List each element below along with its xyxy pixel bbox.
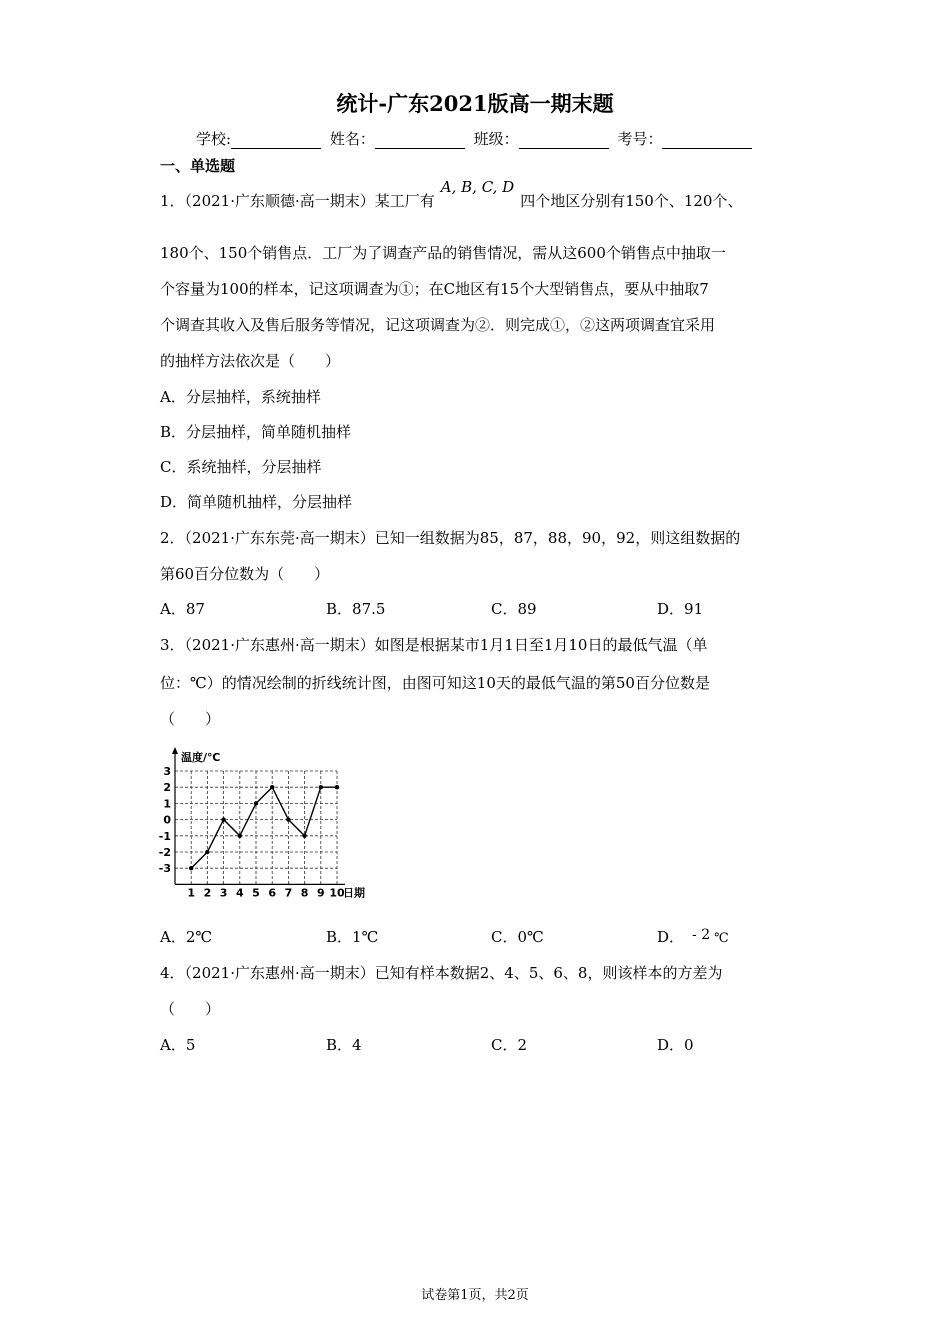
data-point — [254, 801, 258, 805]
x-tick-label: 6 — [268, 886, 277, 900]
class-label: 班级： — [473, 130, 519, 148]
temperature-series-line — [191, 787, 337, 868]
x-tick-label: 8 — [300, 886, 309, 900]
y-axis-arrow — [172, 747, 178, 754]
x-tick-label: 2 — [203, 886, 212, 900]
x-tick-label: 3 — [219, 886, 228, 900]
q1-line5: 的抽样方法依次是（ ） — [160, 352, 341, 370]
q3-option-d-unit: ℃ — [714, 931, 729, 946]
q3-option-c[interactable]: C．0℃ — [491, 928, 544, 946]
y-tick-label: 3 — [163, 765, 171, 778]
data-point — [319, 785, 323, 789]
data-point — [238, 834, 242, 838]
x-tick-label: 9 — [316, 886, 325, 900]
page-footer: 试卷第1页，共2页 — [421, 1288, 529, 1303]
q2-line1: 2．（2021·广东东莞·高一期末）已知一组数据为85，87，88，90，92，则这组数据的 — [160, 529, 741, 547]
q3-option-d-math: - 2 — [692, 927, 711, 943]
data-point — [286, 817, 290, 821]
q4-option-b[interactable]: B．4 — [326, 1036, 362, 1054]
chart-series — [189, 785, 339, 870]
chart-grid — [175, 771, 337, 884]
q3-option-d[interactable]: D． - 2 ℃ — [657, 927, 729, 946]
x-tick-label: 5 — [252, 886, 260, 900]
q4-option-d[interactable]: D．0 — [657, 1036, 694, 1054]
exam-no-field[interactable] — [662, 133, 752, 149]
q3-line3: （ ） — [160, 710, 221, 728]
data-point — [189, 866, 193, 870]
q4-line1: 4．（2021·广东惠州·高一期末）已知有样本数据2、4、5、6、8，则该样本的方差为 — [160, 964, 723, 982]
q3-option-a[interactable]: A．2℃ — [160, 928, 213, 946]
page-title: 统计-广东2021版高一期末题 — [336, 91, 614, 116]
q1-option-c[interactable]: C．系统抽样，分层抽样 — [160, 458, 322, 476]
y-tick-label: 0 — [163, 813, 171, 827]
chart-axes — [172, 747, 345, 884]
temperature-line-chart — [155, 744, 375, 904]
student-info — [196, 128, 756, 149]
x-tick-label: 7 — [284, 886, 293, 900]
q1-line1: 1．（2021·广东顺德·高一期末）某工厂有A, B, C, D四个地区分别有150个、120个、 — [160, 178, 743, 210]
chart-labels — [159, 750, 365, 899]
q1-option-d[interactable]: D．简单随机抽样，分层抽样 — [160, 493, 353, 511]
name-label: 姓名： — [329, 130, 375, 148]
x-tick-label: 4 — [235, 886, 244, 900]
x-tick-label: 10 — [329, 886, 345, 900]
q1-line4: 个调查其收入及售后服务等情况，记这项调查为②．则完成①，②这两项调查宜采用 — [160, 316, 716, 334]
y-tick-label: -3 — [158, 862, 171, 876]
school-field[interactable] — [231, 133, 321, 149]
q1-line2: 180个、150个销售点．工厂为了调查产品的销售情况，需从这600个销售点中抽取一 — [160, 244, 726, 262]
data-point — [302, 834, 306, 838]
q2-line2: 第60百分位数为（ ） — [160, 565, 330, 583]
q3-line1: 3．（2021·广东惠州·高一期末）如图是根据某市1月1日至1月10日的最低气温（单 — [160, 636, 708, 654]
exam-no-label: 考号： — [617, 130, 663, 148]
q1-option-a[interactable]: A．分层抽样，系统抽样 — [160, 388, 321, 406]
q3-line2: 位：℃）的情况绘制的折线统计图，由图可知这10天的最低气温的第50百分位数是 — [160, 674, 710, 692]
data-point — [221, 817, 225, 821]
y-tick-label: -1 — [158, 829, 171, 843]
q4-option-c[interactable]: C．2 — [491, 1036, 528, 1054]
y-axis-label: 温度/℃ — [181, 751, 221, 764]
q2-option-d[interactable]: D．91 — [657, 600, 704, 618]
q1-line3: 个容量为100的样本，记这项调查为①；在C地区有15个大型销售点，要从中抽取7 — [160, 280, 709, 298]
data-point — [270, 785, 274, 789]
q4-line2: （ ） — [160, 1000, 221, 1018]
x-axis-label: 日期 — [343, 886, 365, 900]
class-field[interactable] — [519, 133, 609, 149]
q2-option-a[interactable]: A．87 — [160, 600, 205, 618]
data-point — [335, 785, 339, 789]
q3-option-b[interactable]: B．1℃ — [326, 928, 379, 946]
data-point — [205, 850, 209, 854]
q4-option-a[interactable]: A．5 — [160, 1036, 196, 1054]
q2-option-b[interactable]: B．87.5 — [326, 600, 386, 618]
x-tick-label: 1 — [187, 886, 196, 900]
section-title: 一、单选题 — [160, 157, 236, 175]
q2-option-c[interactable]: C．89 — [491, 600, 537, 618]
q1-option-b[interactable]: B．分层抽样，简单随机抽样 — [160, 423, 352, 441]
school-label: 学校: — [196, 130, 232, 148]
q1-math: A, B, C, D — [440, 178, 515, 196]
y-tick-label: 2 — [163, 781, 171, 795]
y-tick-label: -2 — [158, 846, 171, 859]
name-field[interactable] — [375, 133, 465, 149]
y-tick-label: 1 — [163, 797, 171, 811]
